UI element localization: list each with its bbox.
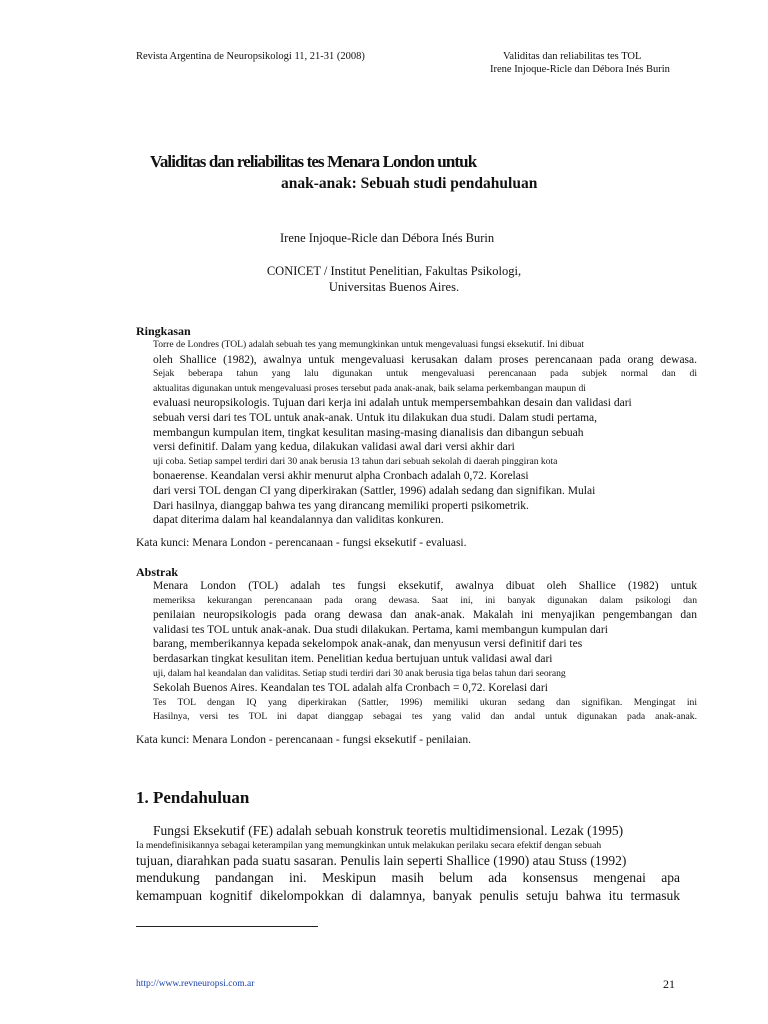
abstrak-line: validasi tes TOL untuk anak-anak. Dua studi dilakukan. Pertama, kami membangun kumpulan dari [153, 623, 608, 636]
abstrak-line: berdasarkan tingkat kesulitan item. Penelitian kedua bertujuan untuk validasi awal dari [153, 652, 553, 665]
abstrak-heading: Abstrak [136, 565, 179, 579]
ringkasan-line: oleh Shallice (1982), awalnya untuk mengevaluasi kerusakan dalam proses perencanaan pada orang dewasa. [153, 353, 697, 366]
ringkasan-line: evaluasi neuropsikologis. Tujuan dari kerja ini adalah untuk mempersembahkan desain dan validasi dari [153, 397, 632, 410]
abstrak-keywords: Kata kunci: Menara London - perencanaan - fungsi eksekutif - penilaian. [136, 734, 471, 746]
running-header-title: Validitas dan reliabilitas tes TOL [503, 51, 642, 62]
footnote-separator [136, 926, 318, 927]
section-heading-pendahuluan: 1. Pendahuluan [136, 788, 250, 807]
paper-title-line2: anak-anak: Sebuah studi pendahuluan [281, 175, 538, 192]
ringkasan-line: Sejak beberapa tahun yang lalu digunakan untuk mengevaluasi perencanaan pada subjek normal dan di [153, 368, 697, 380]
abstrak-line: Hasilnya, versi tes TOL ini dapat dianggap sebagai tes yang valid dan andal untuk digunakan pada anak-anak. [153, 711, 697, 723]
ringkasan-line: membangun kumpulan item, tingkat kesulitan masing-masing dianalisis dan dibangun sebuah [153, 426, 584, 439]
ringkasan-keywords: Kata kunci: Menara London - perencanaan - fungsi eksekutif - evaluasi. [136, 537, 467, 549]
paper-title-line1: Validitas dan reliabilitas tes Menara London untuk [150, 152, 477, 171]
running-header-journal: Revista Argentina de Neuropsikologi 11, 21-31 (2008) [136, 51, 365, 62]
body-line: kemampuan kognitif dikelompokkan di dalamnya, banyak penulis setuju bahwa itu termasuk [136, 887, 680, 903]
abstrak-line: penilaian neuropsikologis pada orang dewasa dan anak-anak. Makalah ini menyajikan pengembangan dan [153, 609, 697, 622]
ringkasan-line: Torre de Londres (TOL) adalah sebuah tes yang memungkinkan untuk mengevaluasi fungsi eksekutif. Ini dibuat [153, 339, 585, 350]
abstrak-body [153, 579, 697, 725]
abstrak-line: uji, dalam hal keandalan dan validitas. Setiap studi terdiri dari 30 anak berusia tiga belas tahun dari seorang [153, 667, 566, 679]
page-number: 21 [663, 977, 675, 991]
journal-url-link[interactable]: http://www.revneuropsi.com.ar [136, 979, 255, 989]
authors: Irene Injoque-Ricle dan Débora Inés Burin [280, 231, 495, 245]
body-line: mendukung pandangan ini. Meskipun masih belum ada konsensus mengenai apa [136, 870, 680, 886]
ringkasan-heading: Ringkasan [136, 324, 191, 338]
ringkasan-line: aktualitas digunakan untuk mengevaluasi proses tersebut pada anak-anak, baik selama perkembangan maupun di [153, 382, 586, 394]
section1-body [136, 822, 680, 904]
ringkasan-line: Dari hasilnya, dianggap bahwa tes yang dirancang memiliki properti psikometrik. [153, 499, 529, 512]
abstrak-line: Sekolah Buenos Aires. Keandalan tes TOL adalah alfa Cronbach = 0,72. Korelasi dari [153, 682, 548, 695]
abstrak-line: Tes TOL dengan IQ yang diperkirakan (Sattler, 1996) memiliki ukuran sedang dan signifikan. Mengingat ini [153, 696, 697, 708]
ringkasan-line: dapat diterima dalam hal keandalannya dan validitas konkuren. [153, 514, 444, 527]
abstrak-line: Menara London (TOL) adalah tes fungsi eksekutif, awalnya dibuat oleh Shallice (1982) untuk [153, 580, 697, 592]
body-line: Ia mendefinisikannya sebagai keterampilan yang memungkinkan untuk melakukan perilaku secara efektif dengan sebuah [136, 840, 602, 852]
running-header-authors: Irene Injoque-Ricle dan Débora Inés Burin [490, 64, 670, 75]
body-line: tujuan, diarahkan pada suatu sasaran. Penulis lain seperti Shallice (1990) atau Stuss (1992) [136, 853, 627, 869]
affiliation [224, 263, 564, 295]
ringkasan-line: versi definitif. Dalam yang kedua, dilakukan validasi awal dari versi akhir dari [153, 441, 515, 454]
ringkasan-line: dari versi TOL dengan CI yang diperkirakan (Sattler, 1996) adalah sedang dan signifikan. Mulai [153, 484, 596, 497]
abstrak-line: barang, memberikannya kepada sekelompok anak-anak, dan menyusun versi definitif dari tes [153, 638, 583, 651]
affiliation-line2: Universitas Buenos Aires. [328, 280, 460, 294]
ringkasan-line: sebuah versi dari tes TOL untuk anak-anak. Untuk itu dilakukan dua studi. Dalam studi pertama, [153, 411, 598, 424]
abstrak-line: memeriksa kekurangan perencanaan pada orang dewasa. Saat ini, ini banyak digunakan dalam psikologi dan [153, 594, 697, 606]
ringkasan-body [153, 338, 697, 528]
ringkasan-line: bonaerense. Keandalan versi akhir menurut alpha Cronbach adalah 0,72. Korelasi [153, 470, 529, 483]
ringkasan-line: uji coba. Setiap sampel terdiri dari 30 anak berusia 13 tahun dari sebuah sekolah di daerah pinggiran kota [153, 455, 558, 467]
body-line: Fungsi Eksekutif (FE) adalah sebuah konstruk teoretis multidimensional. Lezak (1995) [153, 823, 624, 838]
affiliation-line1: CONICET / Institut Penelitian, Fakultas Psikologi, [266, 264, 522, 278]
